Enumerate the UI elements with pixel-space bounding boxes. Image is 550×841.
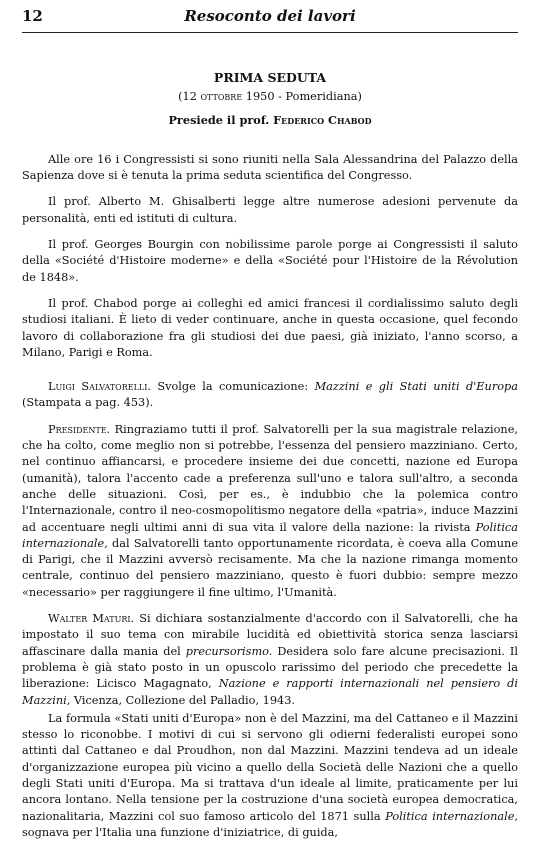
speaker-presidente: Presidente. <box>48 422 111 436</box>
paragraph-chabod: Il prof. Chabod porge ai colleghi ed amici francesi il cordialissimo saluto degli studiosi italiani. È lieto di veder continuare, anche in questa occasione, quel fecondo lavoro di collaborazione fra gli studiosi dei due paesi, già iniziato, l'anno scorso, a Milano, Parigi e Roma. <box>22 296 518 359</box>
chair-name: Federico Chabod <box>273 112 372 127</box>
president-text-b: dal Salvatorelli tanto opportunamente ricordata, è coeva alla Comune di Parigi, che il Mazzini avversò recisamente. Ma che la nazione rimanga momento centrale, continuo del pensiero mazziniano, questo è fuori dubbio: sempre mezzo «necessario» per raggiungere il fine ultimo, l'Umanità. <box>22 536 518 599</box>
page-number: 12 <box>22 7 43 25</box>
communication-intro: Svolge la comunicazione: <box>150 380 315 394</box>
paragraph-bourgin: Il prof. Georges Bourgin con nobilissime parole porge ai Congressisti il saluto della «Société d'Histoire moderne» e della «Société pour l'Histoire de la Révolution de 1848». <box>22 238 518 284</box>
session-title: PRIMA SEDUTA <box>213 70 327 85</box>
paragraph-president <box>22 422 518 601</box>
communication-title: Mazzini e gli Stati uniti d'Europa <box>314 380 518 394</box>
formula-text-b: sognava per l'Italia una funzione d'iniziatrice, di guida, <box>22 825 338 839</box>
session-date-open: (12 <box>178 90 201 104</box>
formula-journal-title: Politica internazionale, <box>385 809 518 823</box>
session-date-rest: 1950 - Pomeridiana) <box>242 90 362 104</box>
running-title: Resoconto dei lavori <box>184 7 356 25</box>
session-date-month: ottobre <box>200 90 243 104</box>
running-header <box>22 8 518 33</box>
maturi-book-rest: Vicenza, Collezione del Palladio, 1943. <box>70 693 295 707</box>
formula-text-a: La formula «Stati uniti d'Europa» non è del Mazzini, ma del Cattaneo e il Mazzini stesso lo riconobbe. I motivi di cui si servono gli odierni federalisti europei sono attinti dal Cattaneo e dal Proudhon, non dal Mazzini. Mazzini tendeva ad un ideale d'organizzazione europea più vicino a quello della Società delle Nazioni che a quello degli Stati uniti d'Europa. Ma si trattava d'un ideale al limite, praticamente per lui ancora lontano. Nella tensione per la costruzione d'una società europea democratica, nazionalitaria, Mazzini col suo famoso articolo del 1871 sulla <box>22 711 518 823</box>
president-journal-title: Politica internazionale, <box>22 520 518 550</box>
paragraph-maturi <box>22 611 518 709</box>
chair-prefix: Presiede il prof. <box>168 112 274 127</box>
maturi-text-b: Desidera solo fare alcune precisazioni. Il problema è già stato posto in un opuscolo rarissimo del periodo che precedette la liberazione: Licisco Magagnato, <box>22 644 518 691</box>
session-chair <box>22 112 518 128</box>
president-text-a: Ringraziamo tutti il prof. Salvatorelli per la sua magistrale relazione, che ha colto, come meglio non si potrebbe, l'essenza del pensiero mazziniano. Certo, nel continuo affiancarsi, e procedere insieme dei due concetti, nazione ed Europa (umanità), talora l'accento cade a preferenza sull'uno e talora sull'altro, a seconda anche delle situazioni. Così, per es., è indubbio che la polemica contro l'Internazionale, contro il neo-cosmopolitismo negatore della «patria», induce Mazzini ad accentuare negli ultimi anni di sua vita il valore della nazione: la rivista <box>22 422 518 534</box>
maturi-text-a: Si dichiara sostanzialmente d'accordo con il Salvatorelli, che ha impostato il suo tema con mirabile lucidità ed obiettività storica senza lasciarsi affascinare dalla mania del <box>22 612 518 658</box>
speaker-salvatorelli: Luigi Salvatorelli. <box>48 380 151 394</box>
paragraph-opening: Alle ore 16 i Congressisti si sono riuniti nella Sala Alessandrina del Palazzo della Sapienza dove si è tenuta la prima seduta scientifica del Congresso. <box>22 152 518 183</box>
maturi-book-title: Nazione e rapporti internazionali nel pensiero di Mazzini, <box>22 677 519 707</box>
paragraph-ghisalberti: Il prof. Alberto M. Ghisalberti legge altre numerose adesioni pervenute da personalità, enti ed istituti di cultura. <box>22 195 518 225</box>
paragraph-formula <box>22 711 518 841</box>
section-spacer <box>22 371 518 379</box>
communication-note: (Stampata a pag. 453). <box>22 396 154 410</box>
paragraph-communication <box>22 379 518 412</box>
speaker-maturi: Walter Maturi. <box>48 612 135 626</box>
maturi-italic-term: precursorismo. <box>185 644 273 658</box>
session-date <box>22 89 518 105</box>
